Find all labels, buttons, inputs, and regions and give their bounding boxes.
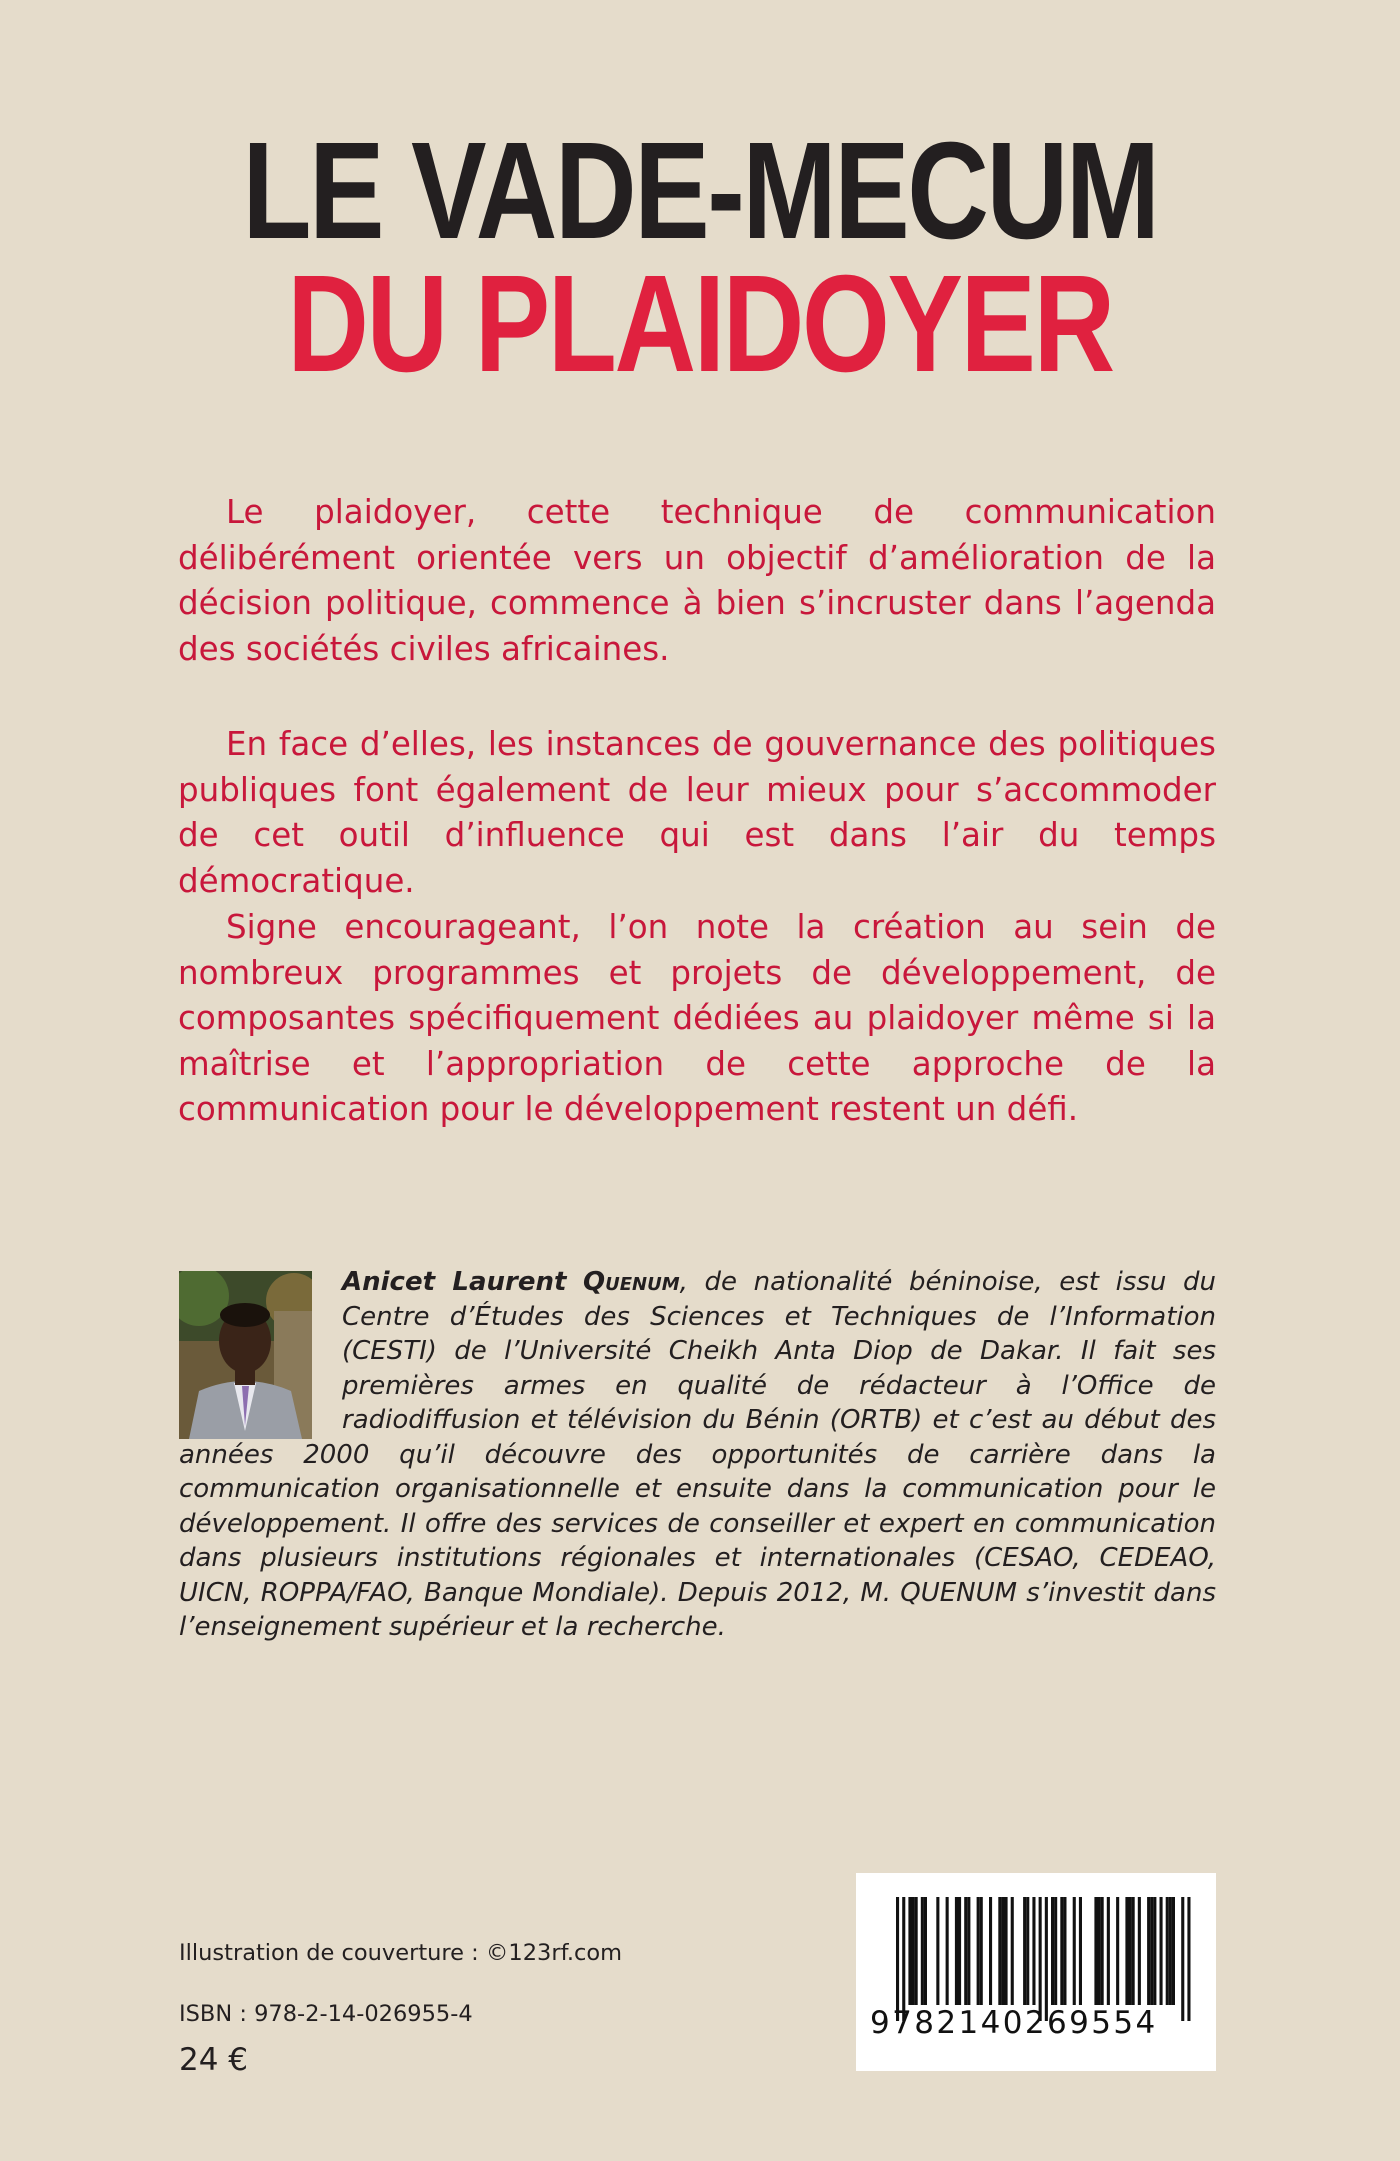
- barcode-bar: [980, 1897, 983, 2005]
- author-bio: [179, 1265, 1216, 1645]
- barcode-bar: [896, 1897, 899, 2021]
- book-title-line-2: DU PLAIDOYER: [287, 247, 1113, 401]
- barcode-bar: [1023, 1897, 1026, 2005]
- barcode-bar: [1079, 1897, 1082, 2005]
- barcode: [856, 1873, 1216, 2071]
- barcode-bar: [1166, 1897, 1169, 2005]
- barcode-bar: [1181, 1897, 1184, 2021]
- author-surname: Quenum: [583, 1267, 680, 1297]
- barcode-bar: [1153, 1897, 1156, 2005]
- barcode-digits: 9782140269554: [870, 2005, 1158, 2041]
- barcode-bar: [915, 1897, 918, 2005]
- isbn: ISBN : 978-2-14-026955-4: [179, 2001, 473, 2027]
- barcode-bar: [998, 1897, 1001, 2005]
- barcode-bar: [924, 1897, 927, 2005]
- author-bio-text: , de nationalité béninoise, est issu du Centre d’Études des Sciences et Techniques de l’Information (CESTI) de l’Université Cheikh Anta Diop de Dakar. Il fait ses premières armes en qualité de rédacteur à l’Office de radiodiffusion et télévision du Bénin (ORTB) et c’est au début des années 2000 qu’il découvre des opportunités de carrière dans la communication organisationnelle et ensuite dans la communication pour le développement. Il offre des services de conseiller et expert en communication dans plusieurs institutions régionales et internationales (CESAO, CEDEAO, UICN, ROPPA/FAO, Banque Mondiale). Depuis 2012, M. QUENUM s’investit dans l’enseignement supérieur et la recherche.: [179, 1267, 1216, 1642]
- barcode-bar: [1138, 1897, 1141, 2005]
- barcode-bar: [902, 1897, 905, 2021]
- barcode-bar: [1147, 1897, 1150, 2005]
- barcode-bar: [1116, 1897, 1119, 2005]
- author-first-names: Anicet Laurent: [342, 1267, 567, 1297]
- illustration-credit: Illustration de couverture : ©123rf.com: [179, 1940, 623, 1966]
- barcode-bar: [1107, 1897, 1110, 2005]
- barcode-bar: [1039, 1897, 1042, 2021]
- barcode-bar: [967, 1897, 970, 2005]
- barcode-bar: [964, 1897, 967, 2005]
- barcode-bar: [958, 1897, 961, 2005]
- barcode-bar: [936, 1897, 939, 2005]
- barcode-bar: [1032, 1897, 1035, 2005]
- barcode-bar: [1026, 1897, 1029, 2005]
- blurb-paragraph-2: En face d’elles, les instances de gouvernance des politiques publiques font également de leur mieux pour s’accommoder de cet outil d’influence qui est dans l’air du temps démocratique.: [178, 725, 1216, 900]
- barcode-bar: [1125, 1897, 1128, 2005]
- barcode-bar: [977, 1897, 980, 2005]
- blurb-paragraph-1: Le plaidoyer, cette technique de communication délibérément orientée vers un objectif d’amélioration de la décision politique, commence à bien s’incruster dans l’agenda des sociétés civiles africaines.: [178, 493, 1216, 668]
- barcode-bar: [1063, 1897, 1066, 2005]
- barcode-bar: [1060, 1897, 1063, 2005]
- barcode-bar: [1094, 1897, 1097, 2005]
- barcode-bar: [1011, 1897, 1014, 2005]
- barcode-bar: [1054, 1897, 1057, 2005]
- barcode-bar: [1045, 1897, 1048, 2021]
- barcode-bar: [1098, 1897, 1101, 2005]
- barcode-bars: [856, 1873, 1216, 2071]
- barcode-bar: [1129, 1897, 1132, 2005]
- barcode-bar: [921, 1897, 924, 2005]
- barcode-bar: [1051, 1897, 1054, 2005]
- book-title-line-1: LE VADE-MECUM: [242, 114, 1158, 268]
- barcode-bar: [1001, 1897, 1004, 2005]
- barcode-bar: [1101, 1897, 1104, 2005]
- barcode-bar: [989, 1897, 992, 2005]
- barcode-bar: [1160, 1897, 1163, 2005]
- barcode-bar: [1073, 1897, 1076, 2005]
- barcode-bar: [1005, 1897, 1008, 2005]
- price: 24 €: [179, 2042, 249, 2078]
- barcode-bar: [1150, 1897, 1153, 2005]
- barcode-bar: [1169, 1897, 1172, 2005]
- barcode-bar: [1187, 1897, 1190, 2021]
- blurb-paragraph-3: Signe encourageant, l’on note la création au sein de nombreux programmes et projets de développement, de composantes spécifiquement dédiées au plaidoyer même si la maîtrise et l’appropriation de cette approche de la communication pour le développement restent un défi.: [178, 908, 1216, 1128]
- barcode-bar: [908, 1897, 911, 2005]
- barcode-bar: [1172, 1897, 1175, 2005]
- barcode-bar: [1132, 1897, 1135, 2005]
- barcode-bar: [955, 1897, 958, 2005]
- barcode-bar: [946, 1897, 949, 2005]
- barcode-bar: [912, 1897, 915, 2005]
